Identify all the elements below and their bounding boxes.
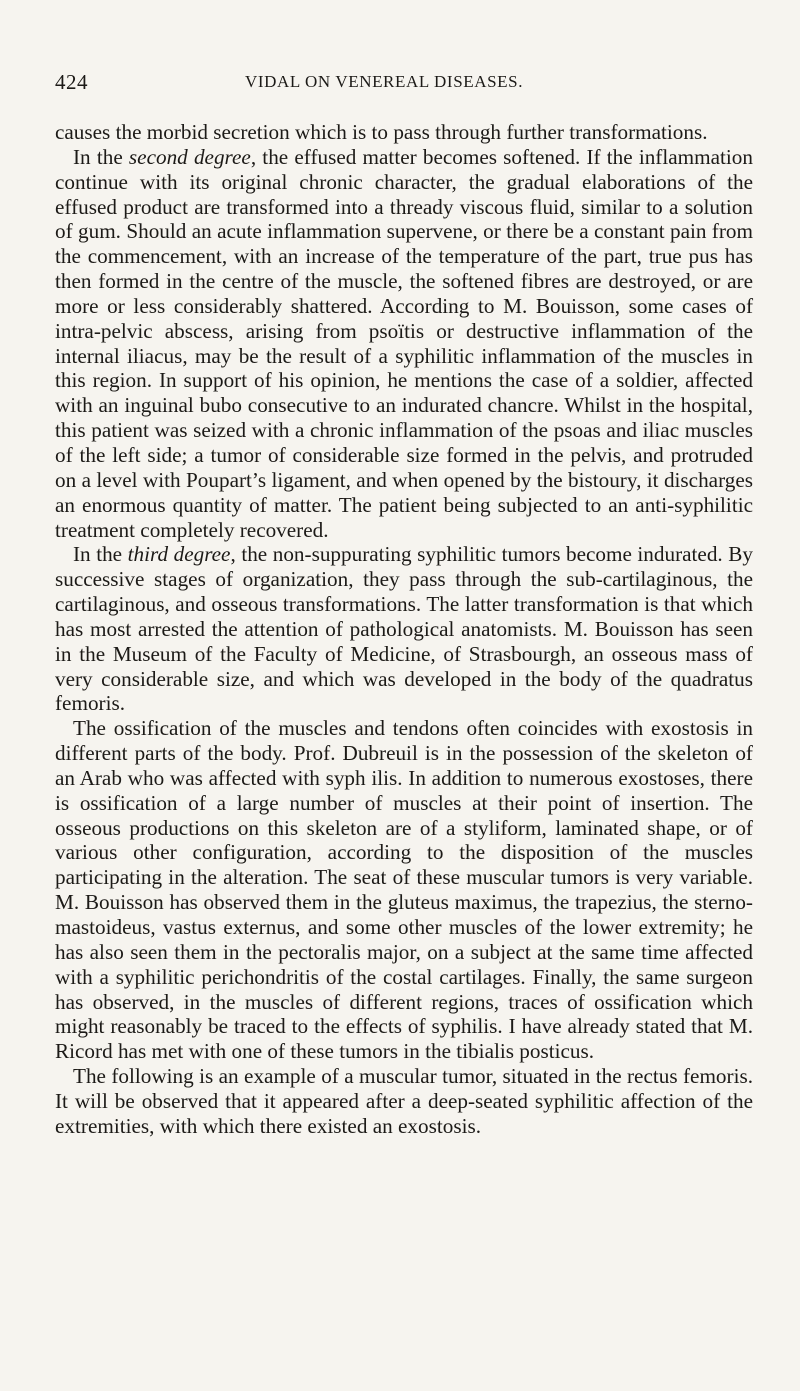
page-number: 424 [55,70,88,94]
paragraph-4-text: The ossification of the muscles and tendons often coincides with exostosis in different parts of the body. Prof. Dubreuil is in the possession of the skeleton of an Arab who was affected with syph ilis. In addition to numerous exostoses, there is ossification of a large number of muscles at their point of insertion. The osseous productions on this skeleton are of a styliform, laminated shape, or of various other configuration, according to the disposition of the muscles participating in the alteration. The seat of these muscular tumors is very variable. M. Bouisson has observed them in the gluteus maximus, the trapezius, the sterno-mastoideus, vastus externus, and some other muscles of the lower extremity; he has also seen them in the pectoralis major, on a subject at the same time affected with a syphilitic perichondritis of the costal cartilages. Finally, the same surgeon has observed, in the muscles of different regions, traces of ossification which might reasonably be traced to the effects of syphilis. I have already stated that M. Ricord has met with one of these tumors in the tibialis posticus. [55,716,753,1064]
paragraph-5 [55,1064,753,1139]
paragraph-3-lead: In the [73,542,128,567]
paragraph-3-text: , the non-suppurating syphilitic tumors become indurated. By successive stages of organization, they pass through the sub-cartilaginous, the cartilaginous, and osseous transformations. The latter transformation is that which has most arrested the attention of pathological anatomists. M. Bouisson has seen in the Museum of the Faculty of Medicine, of Strasbourgh, an osseous mass of very considerable size, and which was developed in the body of the quadratus femoris. [55,542,753,716]
page-header [55,70,753,94]
body-text [55,120,753,1139]
paragraph-2-text: , the effused matter becomes softened. If the inflammation continue with its original chronic character, the gradual elaborations of the effused product are transformed into a thready viscous fluid, similar to a solution of gum. Should an acute inflammation supervene, or there be a constant pain from the commencement, with an increase of the temperature of the part, true pus has then formed in the centre of the muscle, the softened fibres are destroyed, or are more or less considerably shattered. According to M. Bouisson, some cases of intra-pelvic abscess, arising from psoïtis or destructive inflammation of the internal iliacus, may be the result of a syphilitic inflammation of the muscles in this region. In support of his opinion, he mentions the case of a soldier, affected with an inguinal bubo consecutive to an indurated chancre. Whilst in the hospital, this patient was seized with a chronic inflammation of the psoas and iliac muscles of the left side; a tumor of considerable size formed in the pelvis, and protruded on a level with Poupart’s ligament, and when opened by the bistoury, it discharges an enormous quantity of matter. The patient being subjected to an anti-syphilitic treatment completely recovered. [55,144,753,542]
paragraph-4 [55,716,753,1064]
paragraph-1 [55,120,753,145]
running-title: VIDAL ON VENEREAL DISEASES. [244,72,524,91]
paragraph-2-emphasis: second degree [128,144,251,169]
paragraph-5-text: The following is an example of a muscular tumor, situated in the rectus femoris. It will be observed that it appeared after a deep-seated syphilitic affection of the extremities, with which there existed an exostosis. [55,1064,753,1138]
paragraph-2-lead: In the [73,144,129,169]
paragraph-2 [55,145,753,543]
paragraph-1-text: causes the morbid secretion which is to pass through further transformations. [55,120,708,144]
paragraph-3 [55,542,753,716]
paragraph-3-emphasis: third degree [127,542,231,567]
